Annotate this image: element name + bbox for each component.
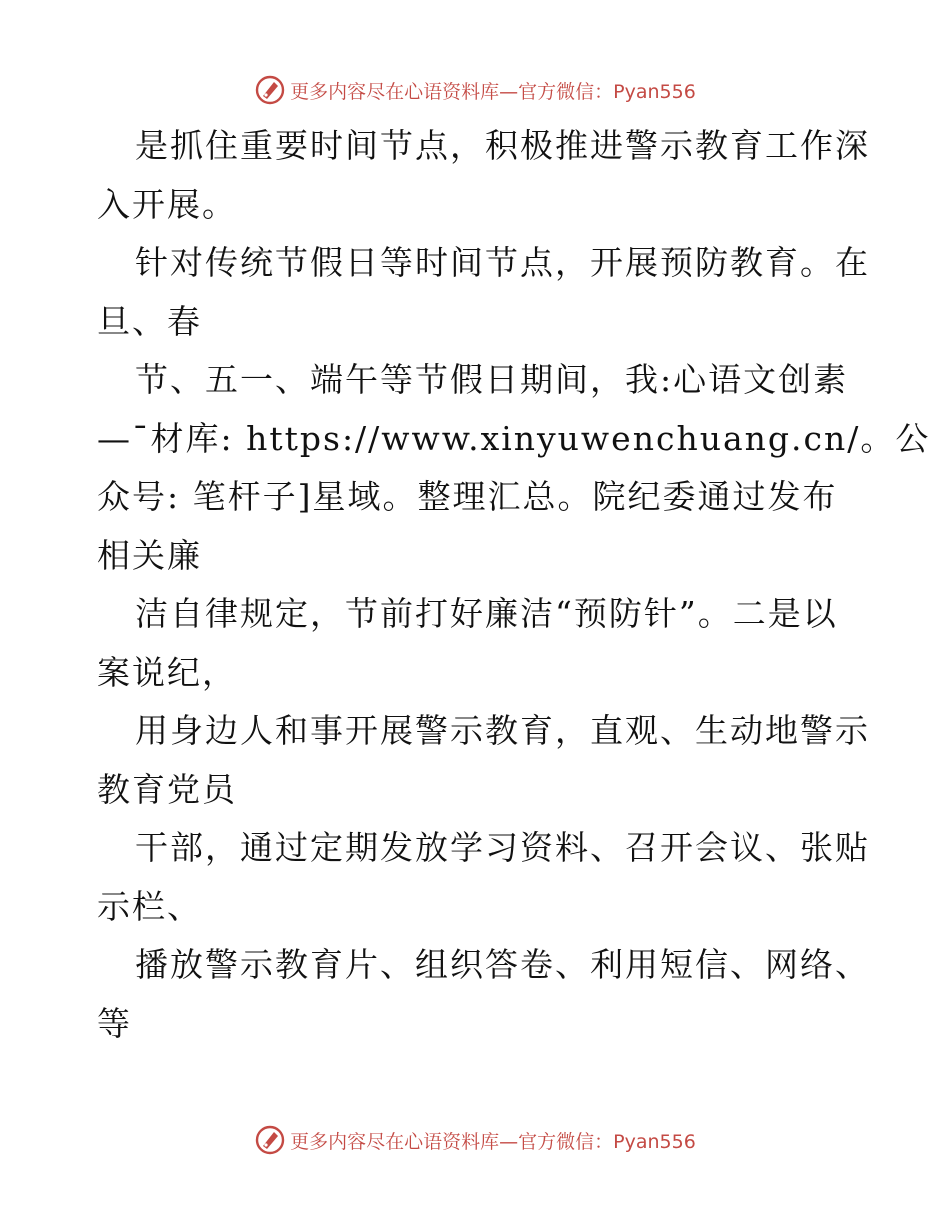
text-line: 案说纪， <box>97 652 237 692</box>
text-line: 针对传统节假日等时间节点，开展预防教育。在 <box>135 243 870 282</box>
text-line: 等 <box>97 1003 132 1043</box>
text-line: 节、五一、端午等节假日期间，我:心语文创素 <box>135 360 849 399</box>
header-banner <box>0 70 950 110</box>
text-line: 旦、春 <box>97 301 202 341</box>
document-body <box>97 117 931 1053</box>
footer-banner-text: 更多内容尽在心语资料库—官方微信：Pyan556 <box>290 1130 696 1153</box>
text-line: 相关廉 <box>97 535 202 575</box>
pen-nib-logo-icon <box>254 74 286 106</box>
footer-banner <box>0 1120 950 1160</box>
text-line: 洁自律规定，节前打好廉洁“预防针”。二是以 <box>135 594 838 633</box>
text-line: 示栏、 <box>97 886 202 926</box>
text-line: 是抓住重要时间节点，积极推进警示教育工作深 <box>135 126 870 165</box>
text-line: 众号: 笔杆子]星域。整理汇总。院纪委通过发布 <box>97 477 838 516</box>
pen-nib-logo-icon <box>254 1124 286 1156</box>
text-line: —¯材库: https://www.xinyuwenchuang.cn/。公 <box>97 418 931 458</box>
text-line: 用身边人和事开展警示教育，直观、生动地警示 <box>135 711 870 750</box>
text-line: 播放警示教育片、组织答卷、利用短信、网络、 <box>135 945 870 984</box>
text-line: 干部，通过定期发放学习资料、召开会议、张贴 <box>135 828 870 867</box>
text-line: 入开展。 <box>97 184 237 224</box>
text-line: 教育党员 <box>97 769 237 809</box>
header-banner-text: 更多内容尽在心语资料库—官方微信：Pyan556 <box>290 80 696 103</box>
